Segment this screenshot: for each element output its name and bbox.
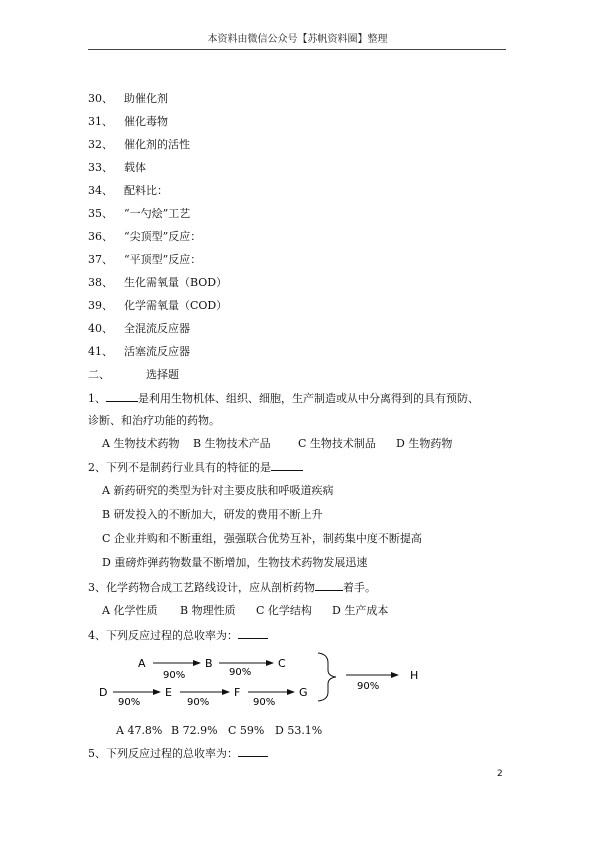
question-number: 1、 (88, 392, 106, 405)
term-number: 37、 (88, 253, 113, 266)
term-number: 33、 (88, 161, 113, 174)
node-g: G (299, 686, 308, 699)
node-e: E (165, 686, 172, 699)
node-a: A (138, 657, 146, 670)
question-3 (88, 580, 376, 595)
option-b: B 研发投入的不断加大，研发的费用不断上升 (102, 508, 323, 521)
term-number: 40、 (88, 322, 113, 335)
option-a: A 生物技术药物 (102, 437, 180, 450)
yield-label: 90% (163, 670, 186, 681)
term-text: 催化毒物 (124, 115, 168, 128)
term-number: 36、 (88, 230, 113, 243)
question-1 (88, 391, 479, 406)
term-number: 41、 (88, 345, 113, 358)
term-item (88, 230, 201, 244)
answer-blank (271, 460, 303, 471)
section-number: 二、 (88, 368, 110, 381)
term-number: 35、 (88, 207, 113, 220)
option-d: D 生物药物 (396, 437, 453, 450)
brace (318, 653, 336, 701)
answer-blank (315, 580, 343, 591)
answer-blank (238, 746, 268, 757)
question-text: 5、下列反应过程的总收率为： (88, 747, 238, 760)
yield-label: 90% (118, 697, 141, 708)
term-item (88, 253, 201, 267)
term-number: 32、 (88, 138, 113, 151)
term-item (88, 138, 190, 152)
term-text: 载体 (124, 161, 146, 174)
term-number: 31、 (88, 115, 113, 128)
term-item (88, 92, 168, 106)
term-text: 生化需氧量（BOD） (124, 276, 228, 289)
option-b: B 72.9% (171, 724, 218, 737)
term-text: 助催化剂 (124, 92, 168, 105)
node-d: D (99, 686, 108, 699)
question-text: 2、下列不是制药行业具有的特征的是 (88, 461, 271, 474)
node-h: H (410, 669, 419, 682)
term-text: 配料比： (124, 184, 168, 197)
term-text: 化学需氧量（COD） (124, 299, 228, 312)
question-1-continued: 诊断、和治疗功能的药物。 (88, 414, 220, 427)
question-5 (88, 746, 268, 761)
yield-label: 90% (253, 697, 276, 708)
option-d: D 生产成本 (332, 604, 389, 617)
node-c: C (278, 657, 286, 670)
option-c: C 企业并购和不断重组，强强联合优势互补，制药集中度不断提高 (102, 532, 422, 545)
answer-blank (238, 628, 268, 639)
term-number: 39、 (88, 299, 113, 312)
section-title: 选择题 (146, 368, 179, 381)
yield-label: 90% (229, 667, 252, 678)
option-b: B 生物技术产品 (193, 437, 271, 450)
option-b: B 物理性质 (180, 604, 236, 617)
option-d: D 53.1% (275, 724, 323, 737)
question-4 (88, 628, 268, 643)
option-a: A 化学性质 (102, 604, 158, 617)
question-text: 3、化学药物合成工艺路线设计，应从剖析药物 (88, 581, 315, 594)
term-text: 催化剂的活性 (124, 138, 190, 151)
answer-blank (106, 391, 138, 402)
page-header: 本资料由微信公众号【苏帆资料圈】整理 (207, 34, 388, 45)
term-number: 34、 (88, 184, 113, 197)
question-2 (88, 460, 303, 475)
option-c: C 化学结构 (256, 604, 312, 617)
term-number: 30、 (88, 92, 113, 105)
option-a: A 新药研究的类型为针对主要皮肤和呼吸道疾病 (102, 484, 334, 497)
term-item (88, 299, 227, 313)
option-a: A 47.8% (116, 724, 163, 737)
yield-label: 90% (357, 681, 380, 692)
option-c: C 生物技术制品 (298, 437, 376, 450)
term-item (88, 322, 190, 336)
term-item (88, 345, 190, 359)
term-item (88, 115, 168, 129)
question-text: 4、下列反应过程的总收率为： (88, 629, 238, 642)
term-text: 全混流反应器 (124, 322, 190, 335)
term-item (88, 207, 190, 221)
node-b: B (205, 657, 213, 670)
term-item (88, 276, 227, 290)
section-heading (88, 368, 179, 382)
page-number: 2 (497, 769, 503, 779)
term-text: “尖顶型”反应： (124, 230, 202, 243)
term-item (88, 161, 146, 175)
question-text: 是利用生物机体、组织、细胞，生产制造或从中分离得到的具有预防、 (138, 392, 479, 405)
term-item (88, 184, 168, 198)
term-text: “平顶型”反应： (124, 253, 202, 266)
term-number: 38、 (88, 276, 113, 289)
question-text-end: 着手。 (343, 581, 376, 594)
yield-label: 90% (187, 697, 210, 708)
option-c: C 59% (228, 724, 265, 737)
node-f: F (234, 686, 241, 699)
term-text: “一勺烩”工艺 (124, 207, 191, 220)
term-text: 活塞流反应器 (124, 345, 190, 358)
header-rule (88, 49, 506, 50)
option-d: D 重磅炸弹药物数量不断增加，生物技术药物发展迅速 (102, 556, 368, 569)
